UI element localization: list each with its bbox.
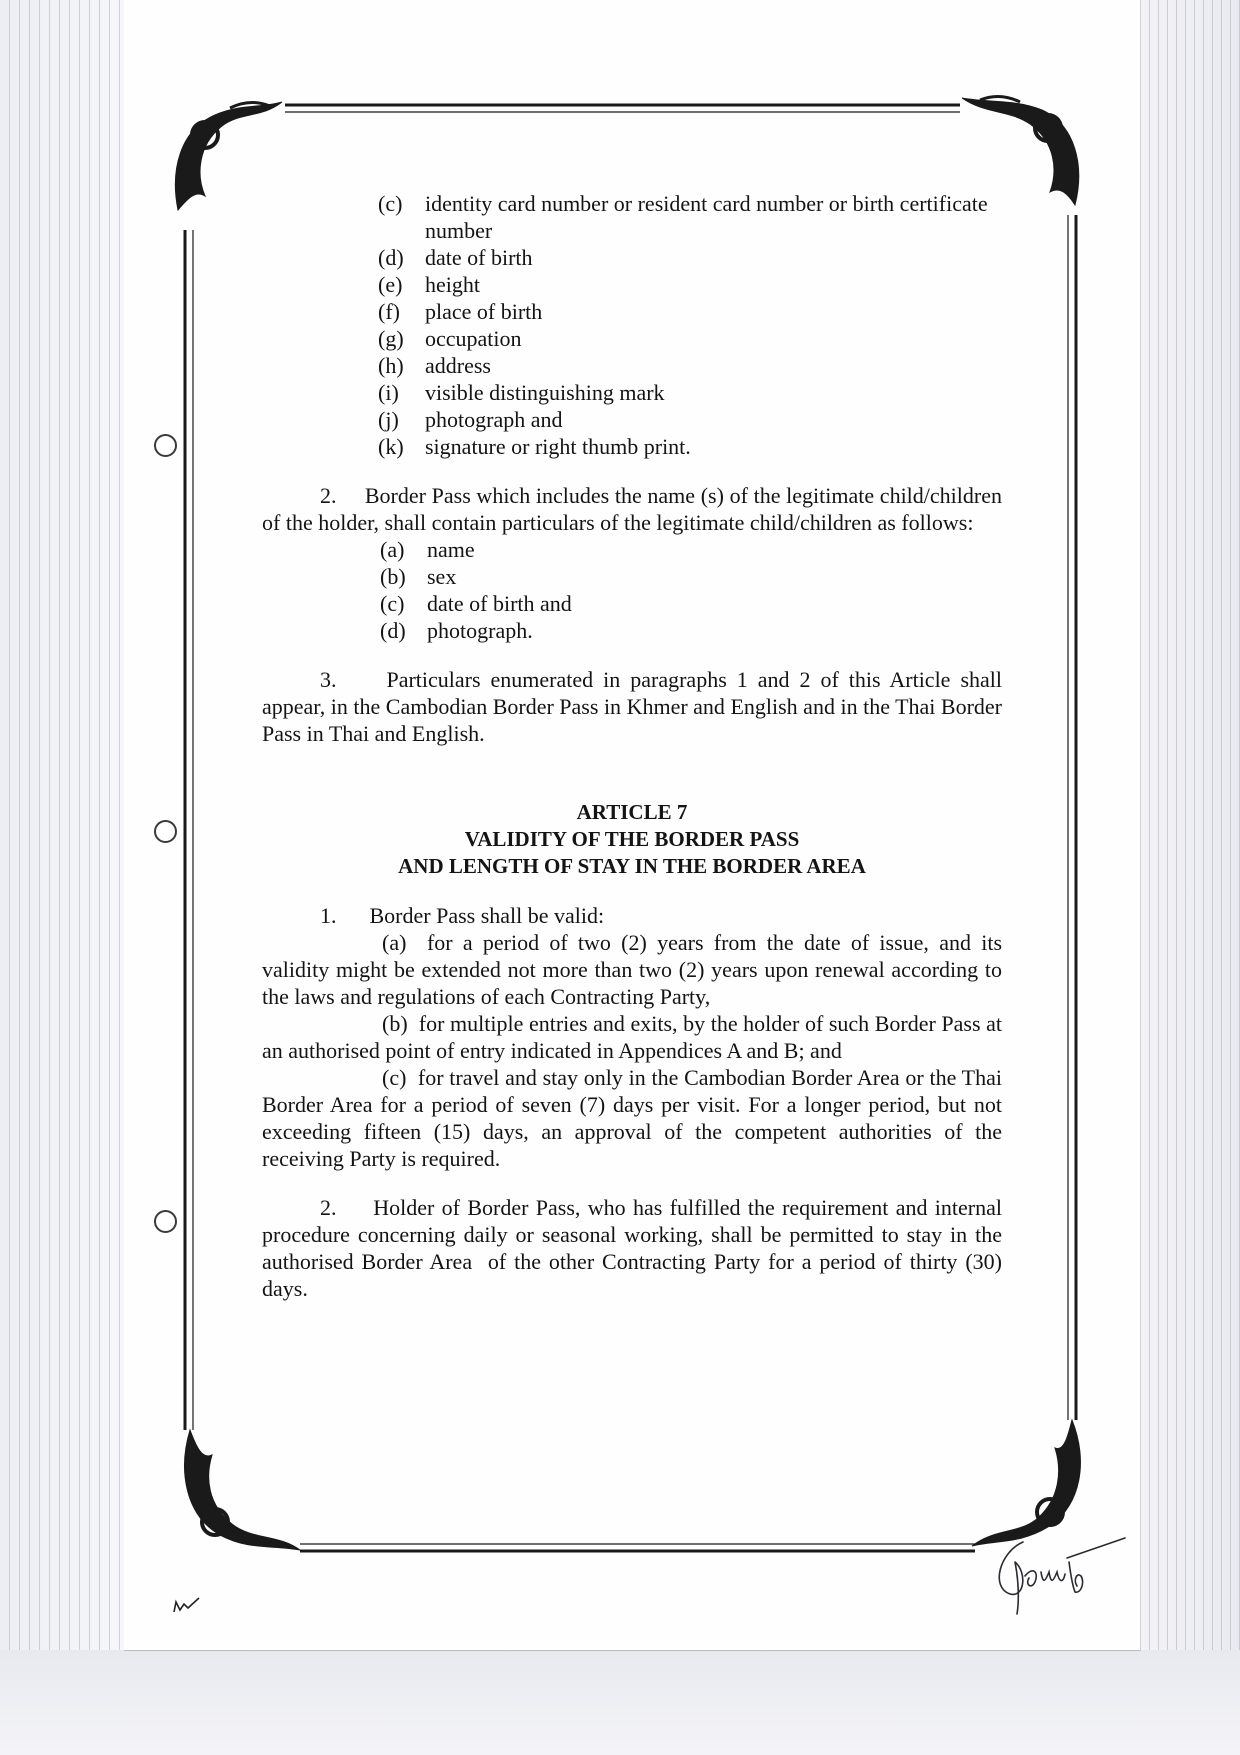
list-item: (b) sex bbox=[380, 564, 457, 589]
article-7-paragraph-2: 2. Holder of Border Pass, who has fulfilled the requirement and internal procedure concerning daily or seasonal working, shall be permitted to stay in the authorised Border Area of the other Contracting Party for a period of thirty (30) days. bbox=[262, 1195, 1002, 1301]
article-7-paragraph-1-intro: 1. Border Pass shall be valid: bbox=[320, 903, 605, 928]
signature-icon bbox=[985, 1532, 1135, 1622]
list-item: (g) occupation bbox=[378, 326, 522, 351]
list-item: (d) photograph. bbox=[380, 618, 533, 643]
article-7-item-b: (b) for multiple entries and exits, by the holder of such Border Pass at an authorised point of entry indicated in Appendices A and B; and bbox=[262, 1011, 1002, 1063]
list-item: (c) identity card number or resident card number or birth certificate number bbox=[378, 191, 988, 243]
article-subtitle: VALIDITY OF THE BORDER PASS bbox=[464, 827, 800, 851]
paragraph-3: 3. Particulars enumerated in paragraphs 1 and 2 of this Article shall appear, in the Cambodian Border Pass in Khmer and English and in the Thai Border Pass in Thai and English. bbox=[262, 667, 1002, 746]
article-subtitle: AND LENGTH OF STAY IN THE BORDER AREA bbox=[398, 854, 866, 878]
corner-ornament-bottom-left-icon bbox=[185, 1430, 300, 1550]
list-item: (i) visible distinguishing mark bbox=[378, 380, 665, 405]
list-item: (k) signature or right thumb print. bbox=[378, 434, 691, 459]
list-item: (j) photograph and bbox=[378, 407, 563, 432]
particulars-list-continued bbox=[262, 190, 1002, 460]
paragraph-2: 2. Border Pass which includes the name (s) of the legitimate child/children of the holder, shall contain particulars of the legitimate child/children as follows: bbox=[262, 483, 1002, 535]
list-item: (a) name bbox=[380, 537, 475, 562]
list-item: (d) date of birth bbox=[378, 245, 533, 270]
article-7-item-c: (c) for travel and stay only in the Cambodian Border Area or the Thai Border Area for a period of seven (7) days per visit. For a longer period, but not exceeding fifteen (15) days, an approval of the competent authorities of the receiving Party is required. bbox=[262, 1065, 1002, 1171]
article-7-item-a: (a) for a period of two (2) years from the date of issue, and its validity might be extended not more than two (2) years upon renewal according to the laws and regulations of each Contracting Party, bbox=[262, 930, 1002, 1009]
handwritten-initials-icon bbox=[172, 1596, 202, 1616]
list-item: (h) address bbox=[378, 353, 491, 378]
list-item: (c) date of birth and bbox=[380, 591, 572, 616]
corner-ornament-top-right-icon bbox=[962, 96, 1079, 205]
article-title: ARTICLE 7 bbox=[576, 800, 688, 824]
document-body bbox=[262, 190, 1002, 1302]
children-particulars-list bbox=[262, 536, 1002, 644]
list-item: (f) place of birth bbox=[378, 299, 543, 324]
list-item: (e) height bbox=[378, 272, 480, 297]
corner-ornament-bottom-right-icon bbox=[972, 1420, 1080, 1546]
